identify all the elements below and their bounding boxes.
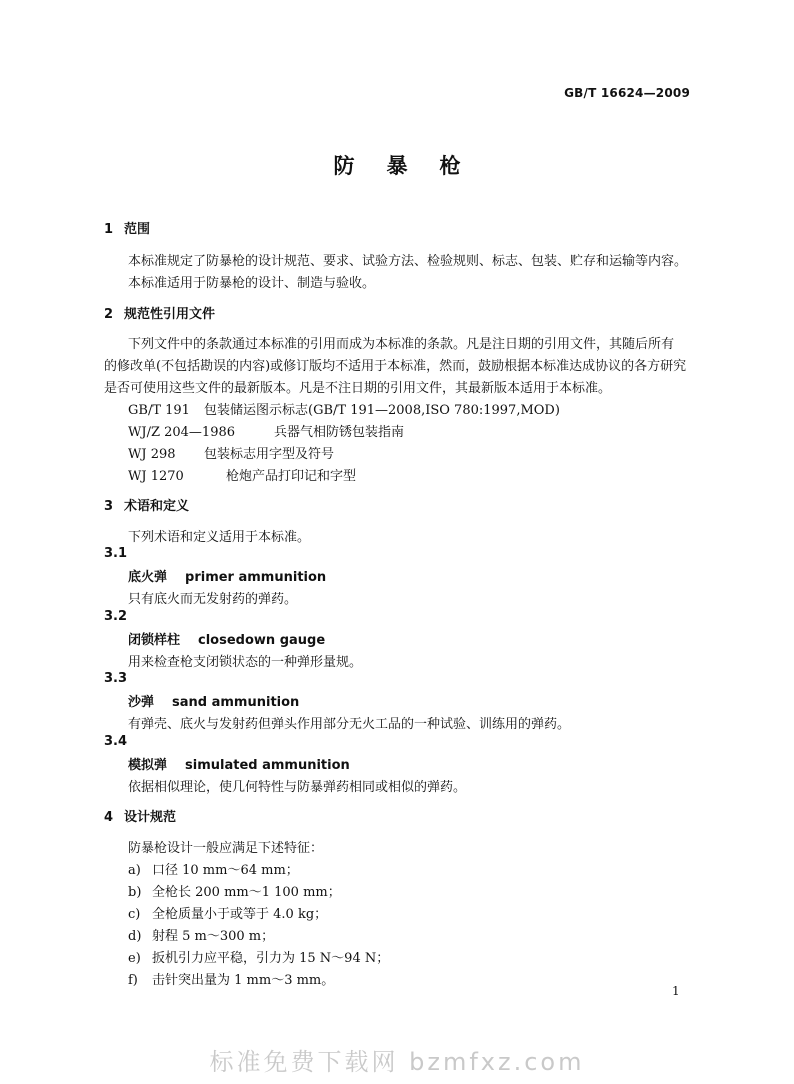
list-text: 全枪长 200 mm～1 100 mm； [152,885,341,900]
list-text: 射程 5 m～300 m； [152,929,275,944]
section-4-heading [104,806,176,825]
section-2-paragraph-line: 是否可使用这些文件的最新版本。凡是不注日期的引用文件，其最新版本适用于本标准。 [104,381,612,396]
section-3-paragraph: 下列术语和定义适用于本标准。 [128,530,311,545]
section-number: 2 [104,307,114,322]
list-item [128,859,299,878]
standard-code: GB/T 16624—2009 [564,86,690,100]
reference-title: 包装标志用字型及符号 [204,447,335,462]
term-english: simulated ammunition [185,758,350,773]
term-definition: 用来检查枪支闭锁状态的一种弹形量规。 [128,655,363,670]
list-text: 口径 10 mm～64 mm； [152,863,299,878]
section-number: 3 [104,499,114,514]
reference-title: 枪炮产品打印记和字型 [226,469,357,484]
list-item [128,969,334,988]
page-number: 1 [672,984,680,998]
term-number: 3.3 [104,671,128,686]
term-definition: 只有底火而无发射药的弹药。 [128,592,298,607]
list-marker: a) [128,863,141,878]
list-text: 扳机引力应平稳，引力为 15 N～94 N； [152,951,390,966]
term-english: primer ammunition [185,570,327,585]
term-number: 3.4 [104,734,128,749]
term-chinese: 闭锁样柱 [128,633,181,648]
list-marker: f) [128,973,138,988]
term-chinese: 沙弹 [128,695,155,710]
list-marker: e) [128,951,141,966]
term-chinese: 底火弹 [128,570,168,585]
term-entry [128,629,325,648]
term-entry [128,754,350,773]
section-2-paragraph-line: 下列文件中的条款通过本标准的引用而成为本标准的条款。凡是注日期的引用文件，其随后所有 [128,337,675,352]
list-marker: b) [128,885,142,900]
section-title: 规范性引用文件 [124,307,216,322]
list-item [128,903,327,922]
term-entry [128,566,326,585]
list-text: 击针突出量为 1 mm～3 mm。 [152,973,335,988]
list-item [128,947,389,966]
reference-title: 包装储运图示标志(GB/T 191—2008,ISO 780:1997,MOD) [204,403,560,418]
section-1-paragraph: 本标准规定了防暴枪的设计规范、要求、试验方法、检验规则、标志、包装、贮存和运输等内容。 [128,254,688,269]
term-entry [128,691,299,710]
section-3-heading [104,495,189,514]
section-title: 设计规范 [124,810,177,825]
list-item [128,925,274,944]
section-title: 术语和定义 [124,499,190,514]
term-definition: 有弹壳、底火与发射药但弹头作用部分无火工品的一种试验、训练用的弹药。 [128,717,571,732]
watermark: 标准免费下载网 bzmfxz.com [209,1048,585,1076]
term-number: 3.2 [104,609,128,624]
reference-code: WJ 1270 [128,469,184,484]
section-4-paragraph: 防暴枪设计一般应满足下述特征： [128,841,324,856]
section-2-paragraph-line: 的修改单(不包括勘误的内容)或修订版均不适用于本标准，然而，鼓励根据本标准达成协议的各方研究 [104,359,687,374]
section-title: 范围 [124,222,151,237]
term-number: 3.1 [104,546,128,561]
term-english: sand ammunition [172,695,300,710]
list-text: 全枪质量小于或等于 4.0 kg； [152,907,328,922]
section-2-heading [104,303,215,322]
reference-item [128,443,334,462]
reference-title: 兵器气相防锈包装指南 [274,425,405,440]
section-number: 1 [104,222,114,237]
list-item [128,881,341,900]
document-title: 防暴枪 [333,154,493,178]
reference-item [128,399,560,418]
term-english: closedown gauge [198,633,326,648]
section-number: 4 [104,810,114,825]
reference-item [128,465,356,484]
section-1-paragraph: 本标准适用于防暴枪的设计、制造与验收。 [128,276,376,291]
list-marker: d) [128,929,142,944]
term-chinese: 模拟弹 [128,758,168,773]
reference-code: GB/T 191 [128,403,190,418]
reference-code: WJ/Z 204—1986 [128,425,236,440]
section-1-heading [104,218,150,237]
list-marker: c) [128,907,141,922]
reference-item [128,421,404,440]
reference-code: WJ 298 [128,447,176,462]
term-definition: 依据相似理论，使几何特性与防暴弹药相同或相似的弹药。 [128,780,467,795]
